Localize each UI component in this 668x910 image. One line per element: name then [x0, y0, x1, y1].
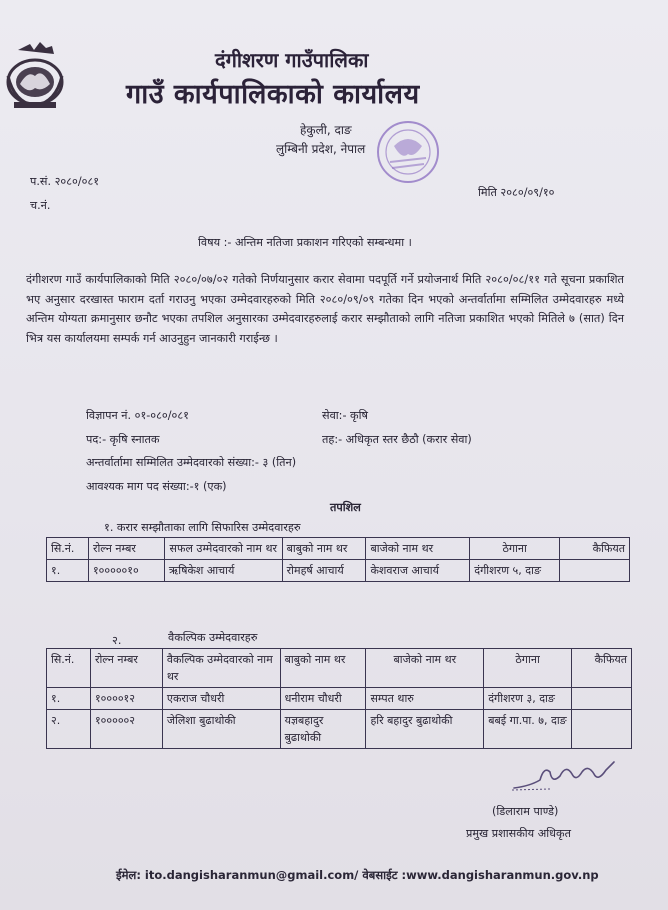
signatory-name: (डिलाराम पाण्डे) — [492, 805, 559, 818]
column-header: सि.नं. — [47, 538, 89, 560]
column-header: बाजेको नाम थर — [366, 649, 484, 688]
table-row — [47, 688, 632, 710]
table-cell: हरि बहादुर बुढाथोकी — [366, 710, 484, 749]
section-2-title: वैकल्पिक उम्मेदवारहरु — [168, 631, 258, 644]
column-header: बाजेको नाम थर — [366, 538, 470, 560]
reference-number: प.सं. २०८०/०८१ — [30, 175, 100, 188]
column-header: ठेगाना — [470, 538, 560, 560]
column-header: बाबुको नाम थर — [282, 538, 366, 560]
alternate-candidates-table — [46, 648, 632, 749]
letter-date: मिति २०८०/०९/१० — [478, 186, 555, 199]
table-cell: १. — [47, 688, 91, 710]
table-cell: १. — [47, 560, 89, 582]
interview-count: अन्तर्वार्तामा सम्मिलित उम्मेदवारको संख्या:- ३ (तिन) — [86, 456, 297, 469]
column-header: रोल्न नम्बर — [90, 649, 162, 688]
advertisement-number: विज्ञापन नं. ०१-०८०/०८१ — [86, 409, 189, 422]
table-cell: २. — [47, 710, 91, 749]
level-field: तह:- अधिकृत स्तर छैठौ (करार सेवा) — [322, 433, 472, 446]
column-header: कैफियत — [572, 649, 632, 688]
handwritten-signature — [510, 758, 620, 794]
section-2-number: २. — [112, 634, 122, 647]
post-field: पद:- कृषि स्नातक — [86, 433, 160, 446]
table-header-row — [47, 538, 630, 560]
table-cell: धनीराम चौधरी — [280, 688, 366, 710]
table-cell: १०००००१० — [88, 560, 164, 582]
subject-line: विषय :- अन्तिम नतिजा प्रकाशन गरिएको सम्बन्धमा । — [198, 236, 412, 249]
dispatch-number: च.नं. — [30, 199, 51, 212]
table-header-row — [47, 649, 632, 688]
column-header: वैकल्पिक उम्मेदवारको नाम थर — [162, 649, 280, 688]
column-header: सि.नं. — [47, 649, 91, 688]
signatory-designation: प्रमुख प्रशासकीय अधिकृत — [466, 827, 572, 840]
address-line-1: हेकुली, दाङ — [300, 123, 352, 137]
table-row — [47, 710, 632, 749]
tapsil-heading: तपशिल — [330, 501, 361, 514]
table-cell: बबई गा.पा. ७, दाङ — [484, 710, 572, 749]
table-cell — [572, 710, 632, 749]
table-cell: यज्ञबहादुर बुढाथोकी — [280, 710, 366, 749]
column-header: सफल उम्मेदवारको नाम थर — [164, 538, 282, 560]
table-cell: सम्पत थारु — [366, 688, 484, 710]
table-cell: १०००००२ — [90, 710, 162, 749]
municipality-name: दंगीशरण गाउँपालिका — [215, 48, 369, 72]
column-header: रोल्न नम्बर — [88, 538, 164, 560]
address-line-2: लुम्बिनी प्रदेश, नेपाल — [276, 142, 366, 156]
table-cell: दंगीशरण ५, दाङ — [470, 560, 560, 582]
table-cell — [560, 560, 630, 582]
column-header: बाबुको नाम थर — [280, 649, 366, 688]
recommended-candidates-table — [46, 537, 630, 582]
footer-contact: ईमेल: ito.dangisharanmun@gmail.com/ वेबसाईट :www.dangisharanmun.gov.np — [116, 868, 599, 882]
office-title: गाउँ कार्यपालिकाको कार्यालय — [126, 79, 420, 110]
table-cell: १००००१२ — [90, 688, 162, 710]
table-cell — [572, 688, 632, 710]
column-header: ठेगाना — [484, 649, 572, 688]
nepal-emblem-icon — [4, 40, 66, 112]
office-seal-stamp — [366, 114, 452, 188]
service-field: सेवा:- कृषि — [322, 409, 368, 422]
table-row — [47, 560, 630, 582]
section-1-title: १. करार सम्झौताका लागि सिफारिस उम्मेदवारहरु — [104, 521, 301, 534]
body-paragraph: दंगीशरण गाउँ कार्यपालिकाको मिति २०८०/०७/०२ गतेको निर्णयानुसार करार सेवामा पदपूर्ति गर्ने प्रयोजनार्थ मिति २०८०/०८/११ गते सूचना प्रकाशित भए अनुसार दरखास्त फाराम दर्ता गराउनु भएका उम्मेदवारहरुको मिति २०८०/०९/०९ गतेका दिन भएको अन्तर्वार्तामा सम्मिलित उम्मेदवारहरु मध्ये अन्तिम योग्यता क्रमानुसार छनौट भएका तपशिल अनुसारका उम्मेदवारहरुलाई करार सम्झौताको लागि नतिजा प्रकाशित भएको मितिले ७ (सात) दिन भित्र यस कार्यालयमा सम्पर्क गर्न आउनुहुन जानकारी गराईन्छ । — [26, 273, 624, 345]
table-cell: रोमहर्ष आचार्य — [282, 560, 366, 582]
required-posts: आवश्यक माग पद संख्या:-१ (एक) — [86, 480, 227, 493]
table-cell: जेलिशा बुढाथोकी — [162, 710, 280, 749]
table-cell: केशवराज आचार्य — [366, 560, 470, 582]
table-cell: दंगीशरण ३, दाङ — [484, 688, 572, 710]
column-header: कैफियत — [560, 538, 630, 560]
table-cell: ऋषिकेश आचार्य — [164, 560, 282, 582]
table-cell: एकराज चौधरी — [162, 688, 280, 710]
